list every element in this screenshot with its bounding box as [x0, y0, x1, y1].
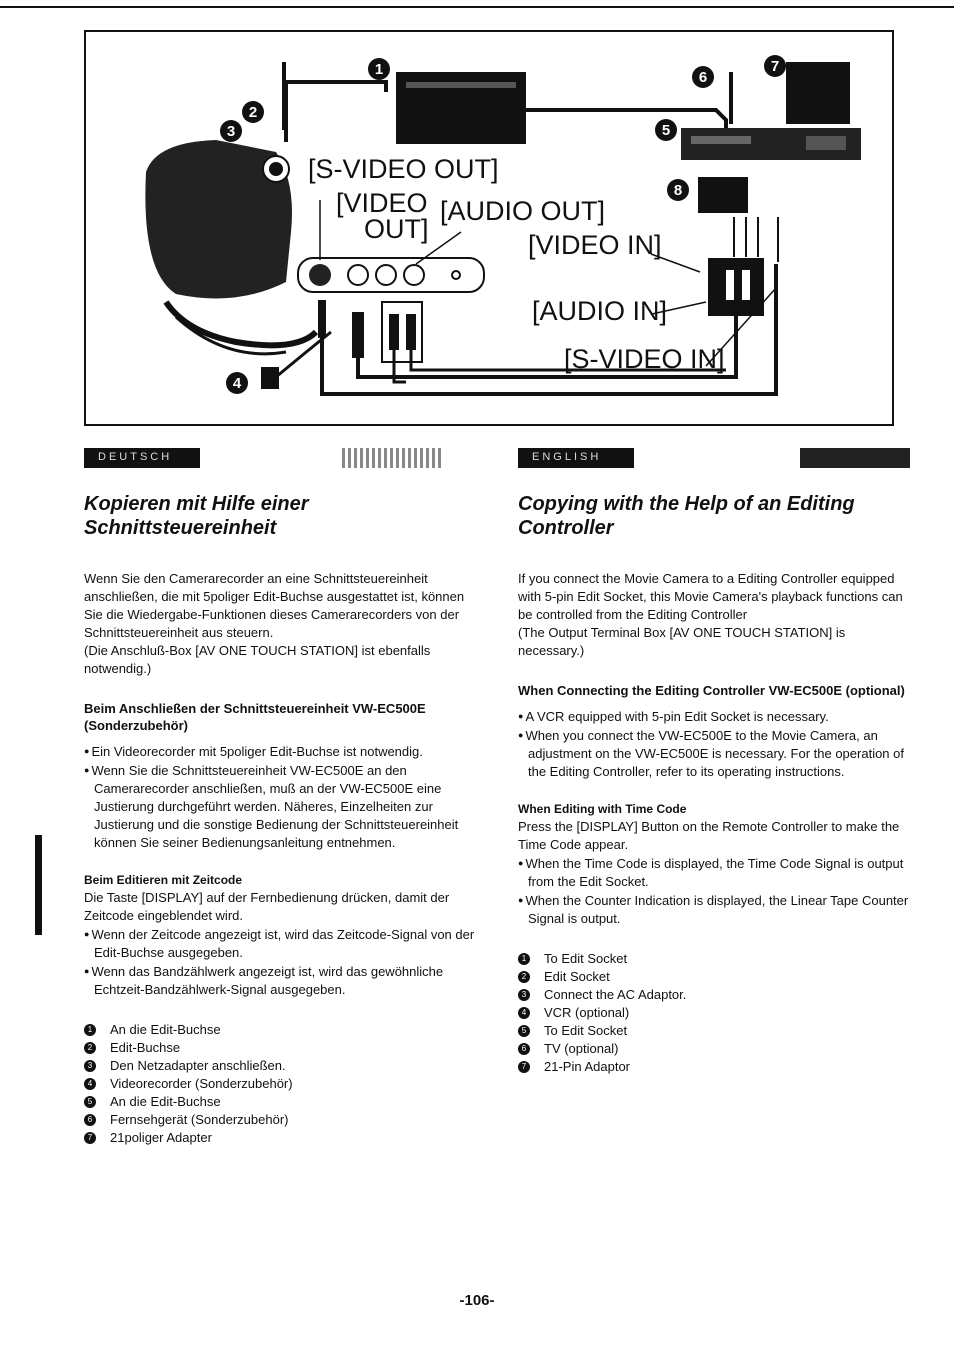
list-item: ● Wenn der Zeitcode angezeigt ist, wird das Zeitcode-Signal von der Edit-Buchse ausgegeben.: [84, 925, 476, 962]
english-column: [518, 448, 910, 1076]
callout-4: [226, 372, 248, 394]
label-s-video-in: [S-VIDEO IN]: [564, 344, 725, 374]
legend-item: 6 TV (optional): [518, 1040, 910, 1058]
callout-6: [692, 66, 714, 88]
english-para2: Press the [DISPLAY] Button on the Remote Controller to make the Time Code appear.: [518, 819, 900, 852]
english-bullets1: [518, 707, 910, 781]
legend-item: 7 21-Pin Adaptor: [518, 1058, 910, 1076]
21-pin-adaptor-shape: [698, 177, 748, 213]
list-item: ● When the Time Code is displayed, the Time Code Signal is output from the Edit Socket.: [518, 854, 910, 891]
list-item: ● When the Counter Indication is displayed, the Linear Tape Counter Signal is output.: [518, 891, 910, 928]
german-intro-note: (Die Anschluß-Box [AV ONE TOUCH STATION] ist ebenfalls notwendig.): [84, 643, 431, 676]
list-item: ● A VCR equipped with 5-pin Edit Socket is necessary.: [518, 707, 910, 726]
list-item: ● When you connect the VW-EC500E to the Movie Camera, an adjustment on the VW-EC500E is necessary. For the operation of the Editing Controller, refer to its operating instructions.: [518, 726, 910, 781]
german-para2: Die Taste [DISPLAY] auf der Fernbedienung drücken, damit der Zeitcode eingeblendet wird.: [84, 890, 450, 923]
legend-item: 4 Videorecorder (Sonderzubehör): [84, 1075, 476, 1093]
german-lang-bar: [84, 448, 476, 468]
german-intro: Wenn Sie den Camerarecorder an eine Schnittsteuereinheit anschließen, die mit 5poliger Edit-Buchse ausgestattet ist, können Sie die Wiedergabe-Funktionen dieses Camerarecorders von der Schnittsteuereinheit aus steuern.: [84, 571, 465, 640]
english-title: [518, 492, 910, 540]
margin-tab-mark: [35, 835, 42, 935]
english-title-line1: Copying with the Help of an Editing: [518, 493, 855, 515]
german-legend: [84, 1021, 476, 1147]
english-lang-bar: [518, 448, 910, 468]
german-title-line1: Kopieren mit Hilfe einer: [84, 493, 309, 515]
label-video-in: [VIDEO IN]: [528, 230, 662, 260]
list-item: ● Ein Videorecorder mit 5poliger Edit-Buchse ist notwendig.: [84, 742, 476, 761]
ac-adaptor-shape: [261, 367, 279, 389]
english-intro: If you connect the Movie Camera to a Editing Controller equipped with 5-pin Edit Socket, this Movie Camera's playback functions can be controlled from the Editing Controller: [518, 571, 903, 622]
legend-item: 2 Edit-Buchse: [84, 1039, 476, 1057]
label-audio-out: [AUDIO OUT]: [440, 196, 606, 226]
english-intro-note: (The Output Terminal Box [AV ONE TOUCH STATION] is necessary.): [518, 625, 846, 658]
english-title-line2: Controller: [518, 517, 614, 539]
legend-item: 5 To Edit Socket: [518, 1022, 910, 1040]
svg-text:2: 2: [248, 104, 258, 121]
callout-2: [242, 101, 264, 123]
legend-item: 4 VCR (optional): [518, 1004, 910, 1022]
german-section2-heading: Beim Editieren mit Zeitcode: [84, 873, 243, 887]
german-column: [84, 448, 476, 1147]
svg-text:8: 8: [673, 182, 683, 199]
svg-text:1: 1: [374, 61, 384, 78]
svg-text:4: 4: [232, 375, 242, 392]
callout-5: [655, 119, 677, 141]
callout-1: [368, 58, 390, 80]
diagram-svg: [86, 32, 896, 428]
svg-text:5: 5: [661, 122, 671, 139]
legend-item: 1 To Edit Socket: [518, 950, 910, 968]
callout-7: [764, 55, 786, 77]
list-item: ● Wenn Sie die Schnittsteuereinheit VW-EC500E an den Camerarecorder anschließen, muß an der VW-EC500E eine Justierung durchgeführt werden. Näheres, Einzelheiten zur Justierung und die sonstige Bedienung der Schnittsteuereinheit können Sie seiner Bedienungsanleitung entnehmen.: [84, 761, 476, 852]
extra-lang-tab: [800, 448, 910, 468]
label-video-out-line1: [VIDEO: [336, 188, 428, 218]
callout-8: [667, 179, 689, 201]
label-video-out-line2: OUT]: [364, 214, 429, 244]
english-bullets2: [518, 854, 910, 928]
tv-shape: [786, 62, 850, 124]
english-section1-heading: When Connecting the Editing Controller VW-EC500E (optional): [518, 683, 905, 698]
svg-text:3: 3: [226, 123, 236, 140]
german-title: [84, 492, 476, 540]
legend-item: 3 Den Netzadapter anschließen.: [84, 1057, 476, 1075]
header-smudge: [342, 448, 442, 468]
english-lang-tab: ENGLISH: [518, 448, 634, 468]
top-rule: [0, 6, 954, 8]
svg-text:6: 6: [698, 69, 708, 86]
german-bullets1: [84, 742, 476, 852]
label-s-video-out: [S-VIDEO OUT]: [308, 154, 499, 184]
legend-item: 7 21poliger Adapter: [84, 1129, 476, 1147]
english-section2-heading: When Editing with Time Code: [518, 802, 687, 816]
page-number: -106-: [459, 1292, 495, 1309]
german-bullets2: [84, 925, 476, 999]
legend-item: 6 Fernsehgerät (Sonderzubehör): [84, 1111, 476, 1129]
legend-item: 3 Connect the AC Adaptor.: [518, 986, 910, 1004]
connection-diagram: [84, 30, 894, 426]
german-section1-heading: Beim Anschließen der Schnittsteuereinheit VW-EC500E (Sonderzubehör): [84, 701, 426, 733]
german-title-line2: Schnittsteuereinheit: [84, 517, 277, 539]
legend-item: 1 An die Edit-Buchse: [84, 1021, 476, 1039]
label-audio-in: [AUDIO IN]: [532, 296, 668, 326]
english-legend: [518, 950, 910, 1076]
legend-item: 2 Edit Socket: [518, 968, 910, 986]
svg-text:7: 7: [770, 58, 780, 75]
german-lang-tab: DEUTSCH: [84, 448, 200, 468]
callout-3: [220, 120, 242, 142]
legend-item: 5 An die Edit-Buchse: [84, 1093, 476, 1111]
list-item: ● Wenn das Bandzählwerk angezeigt ist, wird das gewöhnliche Echtzeit-Bandzählwerk-Signal ausgegeben.: [84, 962, 476, 999]
